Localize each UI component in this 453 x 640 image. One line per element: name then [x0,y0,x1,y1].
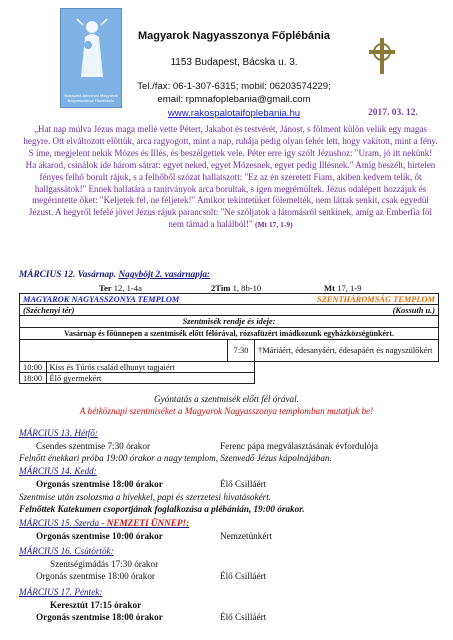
email-line: email: rpmnafoplebania@gmail.com [157,94,311,106]
day-13-note: Felnőtt énekkari próba 19:00 órakor a nagy templom, Szenvedő Jézus kápolnájában. [19,453,332,463]
website-link[interactable] [168,108,300,119]
web-line [118,107,350,120]
right-church-time: 7:30 [228,340,255,362]
church-right-name: SZENTHÁROMSÁG TEMPLOM [228,294,439,305]
church-right-location: (Kossuth u.) [228,305,439,316]
day-17-intention: Élő Csilláért [220,612,267,622]
web-domain: rakospalotaifoplebania.hu [190,107,301,119]
weekday-notice: A hétköznapi szentmiséket a Magyarok Nagyasszonya templomban mutatjuk be! [79,406,374,416]
mass-intention: Kiss és Túrós család elhunyt tagjaiért [46,362,255,373]
parish-address: 1153 Budapest, Bácska u. 3. [170,57,298,68]
day-13-intention: Ferenc pápa megválasztásának évfordulója [220,441,378,451]
church-left-location: (Széchenyi tér) [20,305,228,316]
day-14-intention: Élő Csilláért [220,479,267,489]
table-row [20,362,439,373]
mass-time: 18:00 [20,373,47,384]
confession-note: Gyóntatás a szentmisék előtt fél órával. [154,394,299,404]
day-14-note: Szentmise után zsolozsma a hívekkel, papi és szerzetesi hivatásokért. [19,492,272,502]
reading-3: Mt 17, 1-9 [324,283,362,293]
sunday-date: MÁRCIUS 12. Vasárnap. [19,270,117,280]
parish-title: Magyarok Nagyasszonya Főplébánia [138,30,330,42]
day-15-intention: Nemzetünkért [220,531,273,541]
bulletin-date: 2017. 03. 12. [368,108,418,118]
logo-text: Budapest-Belvárosi Magyarok Nagyasszonya Főplébánia [64,94,118,103]
contact-block [118,80,350,120]
day-13-mass: Csendes szentmise 7:30 órakor [36,441,151,451]
day-17-mass2: Orgonás szentmise 18:00 órakor [36,612,163,622]
reading-1: Ter 12, 1-4a [99,283,142,293]
day-16-intention: Élő Csilláért [220,571,267,581]
table-row [20,373,439,384]
day-17-mass1: Keresztút 17:15 órakor [50,600,142,610]
mass-order-title: Szentmisék rendje és ideje: [20,316,439,328]
day-15-mass: Orgonás szentmise 10:00 órakor [36,531,163,541]
sunday-heading [19,270,210,280]
day-16-mass1: Szentségimádás 17:30 órakor [50,559,159,569]
right-church-intention: †Máriáért, édesanyáért, édesapáért és nagyszülőkért [255,340,439,362]
holiday-label: NEMZETI ÜNNEP!: [106,518,190,528]
mass-intention: Élő gyermekért [46,373,255,384]
mass-time: 10:00 [20,362,47,373]
web-prefix: www. [167,107,191,119]
celtic-cross-icon [367,38,397,74]
gospel-body: „Hat nap múlva Jézus maga mellé vette Pétert, Jakabot és testvérét, Jánost, s fölment külön velük egy magas hegyre. Ott elváltozott előttük, arca ragyogott, mint a nap, ruhája pedig olyan fehér lett, hogy vakított, mint a fény. S íme, megjelent nekik Mózes és Illés, és beszélgettek vele. Péter erre így szólt Jézushoz: "Uram, jó itt nekünk! Ha akarod, csinálok ide három sátrat: egyet neked, egyet Mózesnek, egyet pedig Illésnek." Amíg beszélt, hirtelen fényes felhő borult rájuk, s a felhőből szózat hallatszott: "Ez az én szeretett Fiam, akiben kedvem telik, őt hallgassátok!" Ennek hallatára a tanítványok arca borultak, s igen megrémültek. Jézus odalépett hozzájuk és megérintette őket: "Keljetek fel, ne féljetek!" Amikor tekintetüket fölemelték, nem láttak senkit, csak egyedül Jézust. A hegyről lefelé jövet Jézus rájuk parancsolt: "Ne szóljatok a látomásról senkinek, amíg az Emberfia föl nem támad a halálból!" [23,124,438,230]
day-14-note2: Felnőttek Katekumen csoportjának foglalkozása a plébánián, 19:00 órakor. [19,504,305,514]
day-heading-13: MÁRCIUS 13. Hétfő: [19,428,98,438]
readings-line [19,283,439,293]
parish-logo [60,8,122,108]
gospel-reference: (Mt 17, 1-9) [254,220,293,230]
day-heading-16: MÁRCIUS 16. Csütörtök: [19,546,114,556]
day-heading-15: MÁRCIUS 15. Szerda - NEMZETI ÜNNEP!: [19,518,190,528]
mass-schedule-table [19,293,439,384]
reading-2: 2Tim 1, 8b-10 [211,283,262,293]
gospel-text [23,124,438,231]
sunday-subheading: Nagyböjt 2. vasárnapja: [118,270,211,280]
madonna-icon [75,17,109,77]
day-14-mass: Orgonás szentmise 18:00 órakor [36,479,163,489]
church-left-name: MAGYAROK NAGYASSZONYA TEMPLOM [20,294,228,305]
rosary-note: Vasárnap és főünnepen a szentmisék előtt félórával, rózsafüzért imádkozunk egyházközségünkért. [20,328,439,340]
day-heading-14: MÁRCIUS 14. Kedd: [19,466,97,476]
day-heading-17: MÁRCIUS 17. Péntek: [19,587,103,597]
phone-line: Tel./fax: 06-1-307-6315; mobil: 06203574229; [137,81,331,92]
day-16-mass2: Orgonás szentmise 18:00 órakor [36,571,155,581]
